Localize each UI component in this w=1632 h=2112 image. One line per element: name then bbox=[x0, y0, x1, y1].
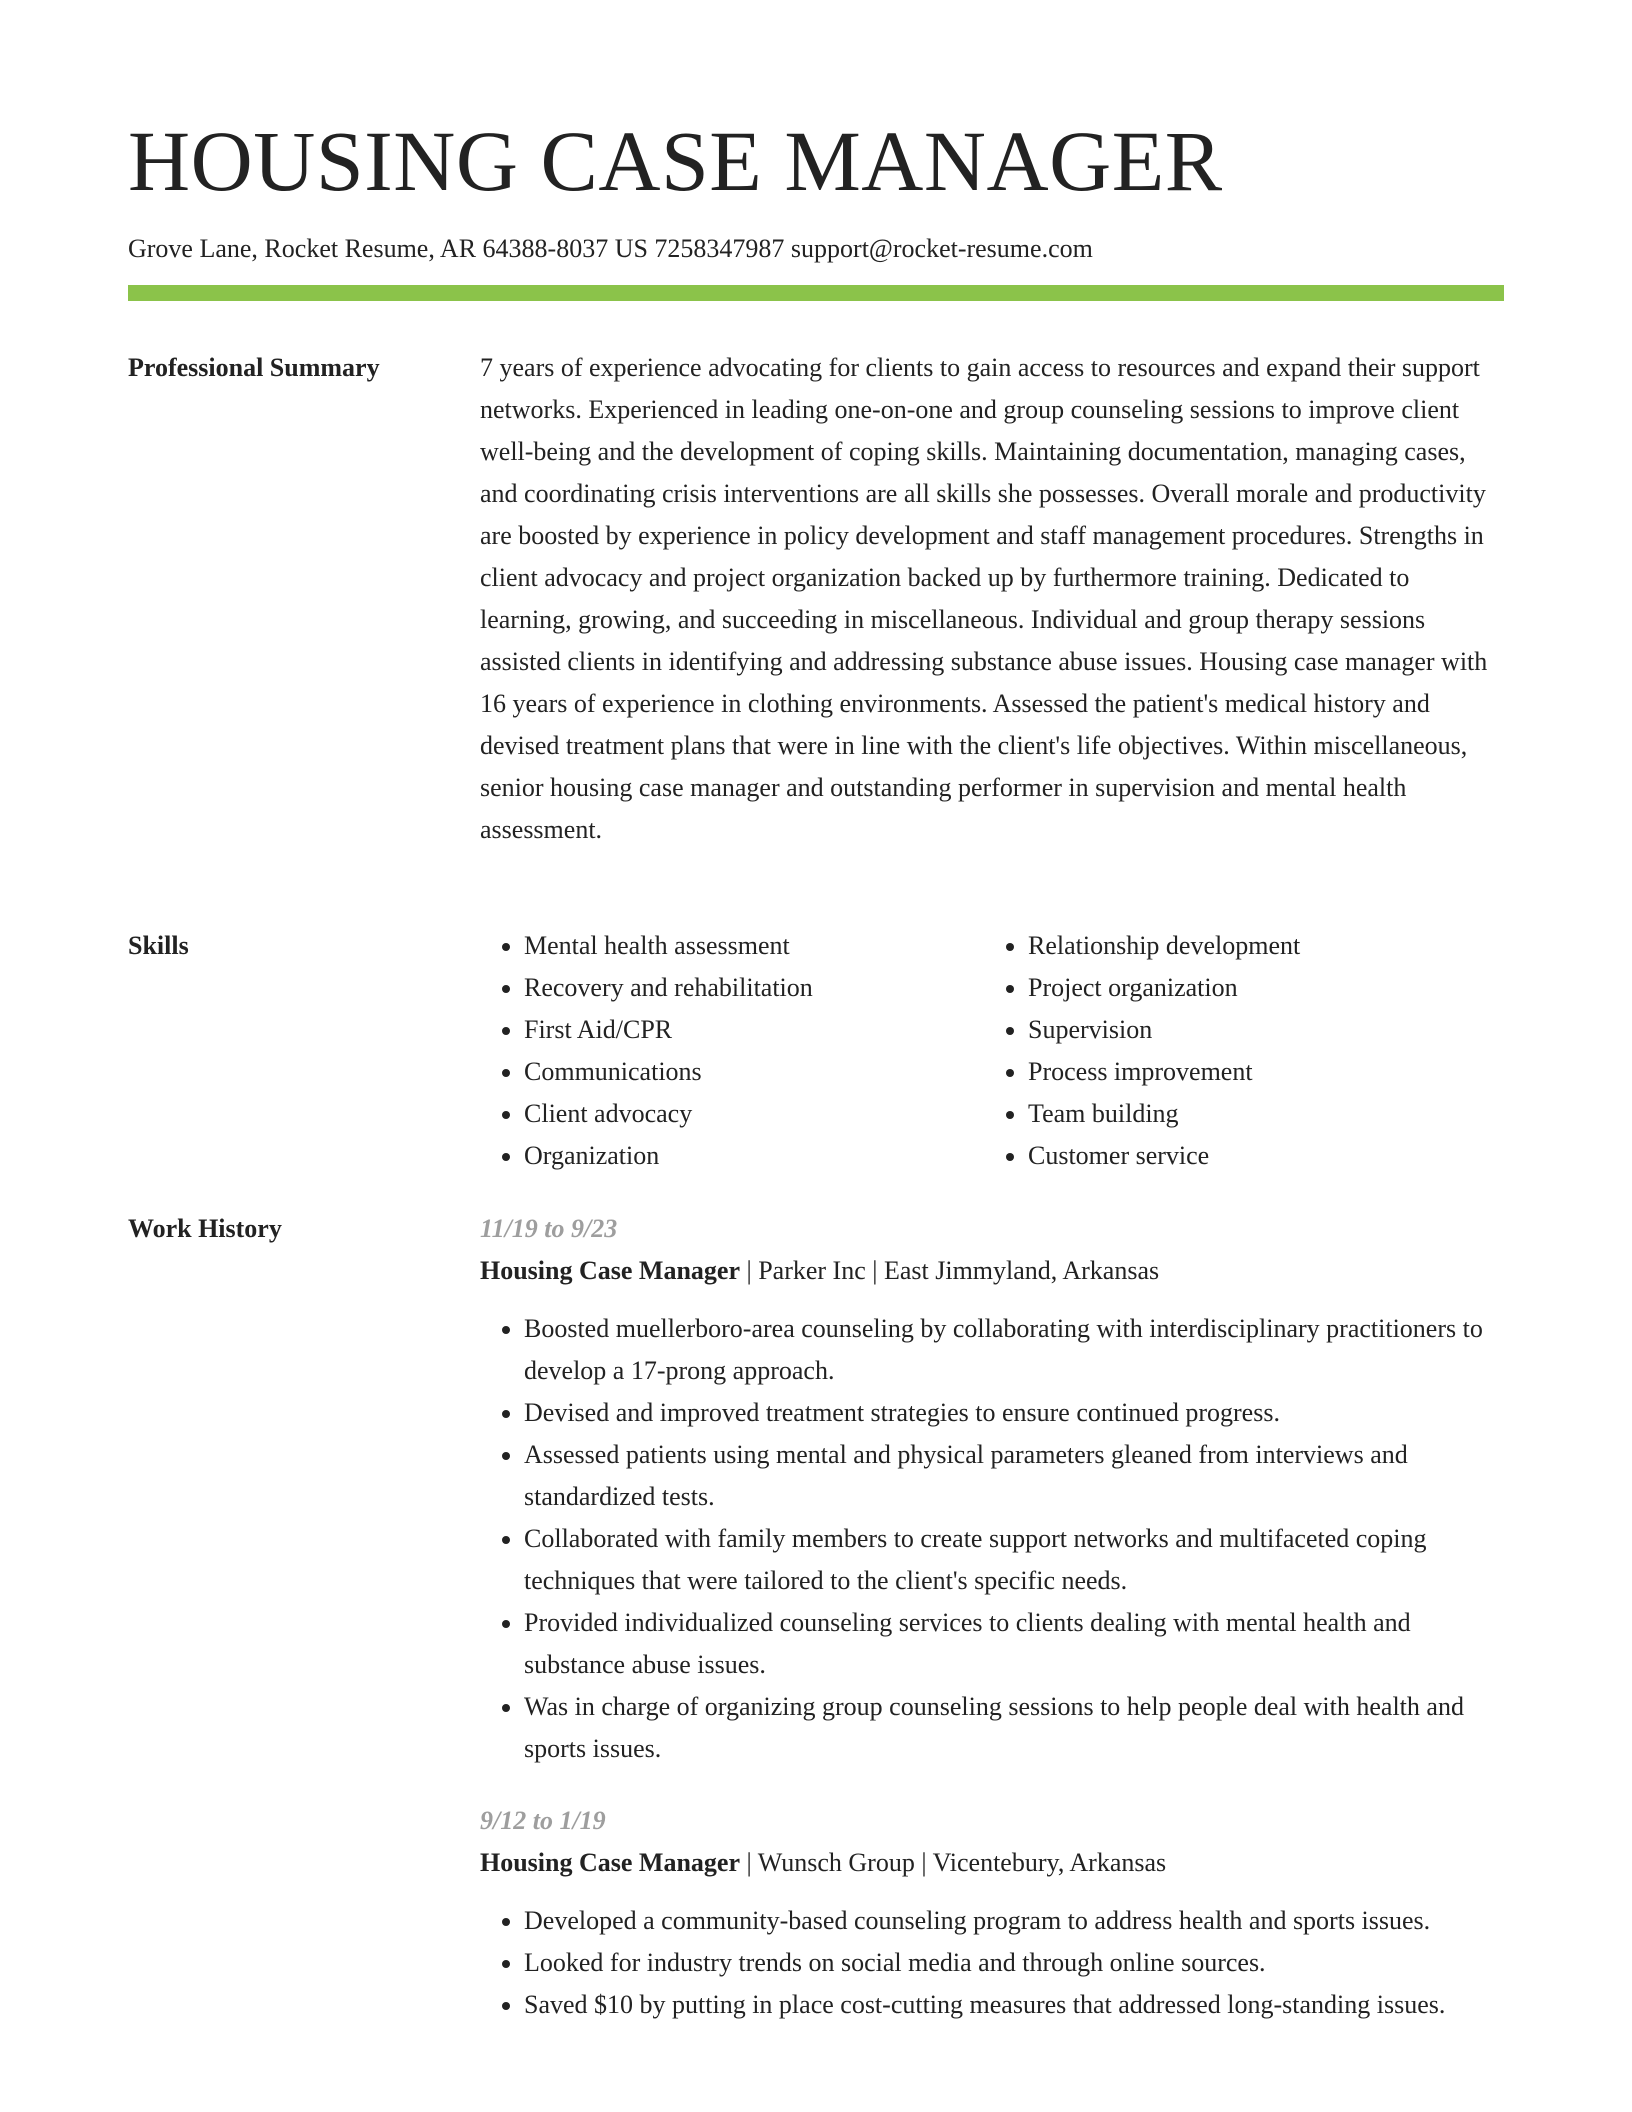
header-divider bbox=[128, 285, 1504, 301]
job-bullet: • Provided individualized counseling services to clients dealing with mental health and substance abuse issues. bbox=[524, 1602, 1504, 1686]
skill-item: • Team building bbox=[1028, 1093, 1488, 1135]
work-history-heading: Work History bbox=[128, 1214, 282, 1243]
job-dates: 11/19 to 9/23 bbox=[480, 1214, 618, 1243]
skill-item: • Process improvement bbox=[1028, 1051, 1488, 1093]
job-bullet: • Collaborated with family members to create support networks and multifaceted coping techniques that were tailored to the client's specific needs. bbox=[524, 1518, 1504, 1602]
skill-item: • Supervision bbox=[1028, 1009, 1488, 1051]
job-dates: 9/12 to 1/19 bbox=[480, 1806, 606, 1835]
job-bullet: • Assessed patients using mental and physical parameters gleaned from interviews and standardized tests. bbox=[524, 1434, 1504, 1518]
job-employer-location: | Wunsch Group | Vicentebury, Arkansas bbox=[740, 1848, 1167, 1877]
job-employer-location: | Parker Inc | East Jimmyland, Arkansas bbox=[740, 1256, 1160, 1285]
skill-item: • Customer service bbox=[1028, 1135, 1488, 1177]
contact-line: Grove Lane, Rocket Resume, AR 64388-8037 US 7258347987 support@rocket-resume.com bbox=[128, 234, 1093, 263]
summary-heading: Professional Summary bbox=[128, 353, 380, 382]
job-bullets bbox=[480, 1900, 1504, 2026]
job-bullet: • Looked for industry trends on social media and through online sources. bbox=[524, 1942, 1504, 1984]
summary-text: 7 years of experience advocating for clients to gain access to resources and expand their support networks. Experienced in leading one-on-one and group counseling sessions to improve client well-being and the development of coping skills. Maintaining documentation, managing cases, and coordinating crisis interventions are all skills she possesses. Overall morale and productivity are boosted by experience in policy development and staff management procedures. Strengths in client advocacy and project organization backed up by furthermore training. Dedicated to learning, growing, and succeeding in miscellaneous. Individual and group therapy sessions assisted clients in identifying and addressing substance abuse issues. Housing case manager with 16 years of experience in clothing environments. Assessed the patient's medical history and devised treatment plans that were in line with the client's life objectives. Within miscellaneous, senior housing case manager and outstanding performer in supervision and mental health assessment. bbox=[480, 353, 1488, 844]
skill-item: • Recovery and rehabilitation bbox=[524, 967, 984, 1009]
skills-list-left bbox=[480, 925, 984, 1177]
job-bullet: • Developed a community-based counseling program to address health and sports issues. bbox=[524, 1900, 1504, 1942]
job-bullet: • Boosted muellerboro-area counseling by collaborating with interdisciplinary practitioners to develop a 17-prong approach. bbox=[524, 1308, 1504, 1392]
job-bullet: • Was in charge of organizing group counseling sessions to help people deal with health and sports issues. bbox=[524, 1686, 1504, 1770]
job-bullets bbox=[480, 1308, 1504, 1770]
job-entry bbox=[480, 1208, 1504, 1770]
skills-list-right bbox=[984, 925, 1488, 1177]
skill-item: • Client advocacy bbox=[524, 1093, 984, 1135]
job-bullet: • Devised and improved treatment strategies to ensure continued progress. bbox=[524, 1392, 1504, 1434]
skill-item: • Relationship development bbox=[1028, 925, 1488, 967]
skill-item: • First Aid/CPR bbox=[524, 1009, 984, 1051]
job-entry bbox=[480, 1800, 1504, 2026]
job-heading bbox=[480, 1250, 1504, 1292]
skill-item: • Project organization bbox=[1028, 967, 1488, 1009]
skill-item: • Organization bbox=[524, 1135, 984, 1177]
skill-item: • Communications bbox=[524, 1051, 984, 1093]
candidate-name: HOUSING CASE MANAGER bbox=[128, 113, 1223, 209]
job-heading bbox=[480, 1842, 1504, 1884]
job-bullet: • Saved $10 by putting in place cost-cutting measures that addressed long-standing issues. bbox=[524, 1984, 1504, 2026]
skill-item: • Mental health assessment bbox=[524, 925, 984, 967]
job-title: Housing Case Manager bbox=[480, 1256, 740, 1285]
job-title: Housing Case Manager bbox=[480, 1848, 740, 1877]
skills-heading: Skills bbox=[128, 931, 189, 960]
